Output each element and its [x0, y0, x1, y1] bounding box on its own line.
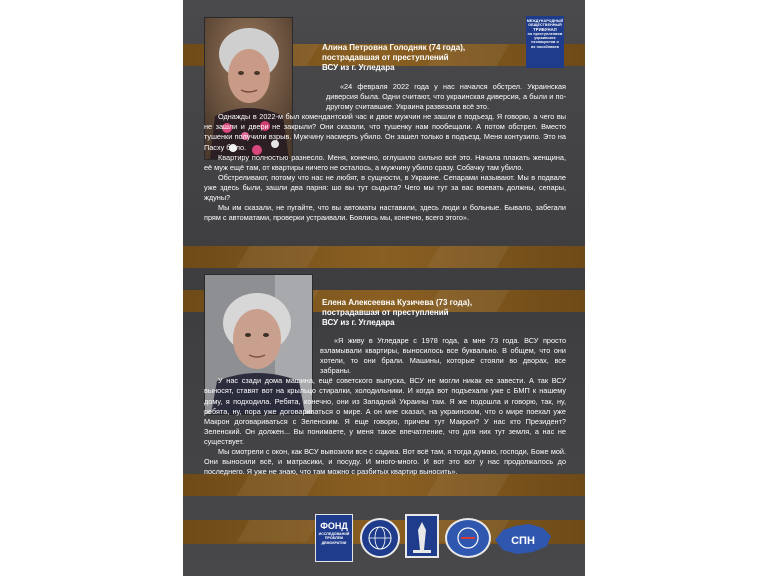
testimony-2-text: [204, 336, 566, 477]
tribunal-logo: МЕЖДУНАРОДНЫЙ ОБЩЕСТВЕННЫЙ ТРИБУНАЛ по преступлениям украинских неонацистов и их пособников: [526, 16, 564, 68]
spn-logo-text: СПН: [511, 535, 535, 547]
testimony-1-heading: Алина Петровна Голодняк (74 года), пострадавшая от преступлений ВСУ из г. Угледара: [322, 43, 466, 72]
fund-logo: ФОНД ИССЛЕДОВАНИЙ ПРОБЛЕМ ДЕМОКРАТИИ: [315, 514, 353, 562]
footer-logos: [183, 508, 585, 576]
round-emblem-icon: [445, 518, 491, 558]
decorative-stripe-2: [183, 246, 585, 268]
testimony-2-paragraph: У нас сзади дома машина, ещё советского выпуска, ВСУ не могли никак ее завести. А так ВСУ выносят, ставят вот на крыльцо стиралки, холодильники. И когда вот подъехали уже с БМП к нашему дому, я подходила. Ребята, конечно, они из Западной Украины там. Я же подошла и говорю, так, ну, ребята, ну, пора уже договариваться о мире. А он мне сказал, на украинском, что о мире поехал уже Макрон договариваться с Зеленским. Я еще говорю, причем тут Макрон? У нас кто Президент? Зеленский. Он должен... Вы понимаете, у меня такое впечатление, что для них тут земля, а нас не существует.: [204, 376, 566, 446]
testimony-2-paragraph: Мы смотрели с окон, как ВСУ вывозили все с садика. Вот всё там, я тогда думаю, господи, Боже мой. Они выносили всё, и матрасики, и посуду. И много-много. И вот это вот у нас продолжалось до последнего. Я уже не знаю, что там можно с разбитых квартир выносить».: [204, 447, 566, 477]
testimony-2-paragraph: «Я живу в Угледаре с 1978 года, а мне 73 года. ВСУ просто взламывали квартиры, выносилось все буквально. В общем, что они хотели, то они брали. Машины, которые стояли во дворах, все забраны.: [320, 336, 566, 376]
monument-emblem-icon: [405, 514, 439, 558]
testimony-1-paragraph: Мы им сказали, не пугайте, что вы автоматы наставили, здесь люди и больные. Бывало, забегали прям с автоматами, проверки устраивали. Боялись мы, конечно, всего этого».: [204, 203, 566, 223]
testimony-1-paragraph: «24 февраля 2022 года у нас начался обстрел. Украинская диверсия была. Одни считают, что украинская диверсия, а были и по-другому считавшие. Украина развязала всё это.: [326, 82, 566, 112]
testimony-2-heading: Елена Алексеевна Кузичева (73 года), пострадавшая от преступлений ВСУ из г. Угледара: [322, 298, 473, 327]
globe-emblem-icon: [360, 518, 400, 558]
testimony-1-paragraph: Обстреливают, потому что нас не любят, в сущности, в Украине. Сепарами называют. Мы в подвале уже здесь были, зашли два парня: шо вы тут сыдыта? Чего мы тут за вас воевать должны, сепары, ждуны?: [204, 172, 566, 203]
poster: [183, 0, 585, 576]
testimony-1-paragraph: Однажды в 2022-м был комендантский час и двое мужчин не зашли в подъезд. Я говорю, а чего вы не зашли и двери не закрыли? Они сказали, что тушенку нам пообещали. А потом обстрел. Вместо тушенки получили взрыв. Мужчину насмерть убило. Он зашел только в подъезд. Меня контузило. Это на Пасху было.: [204, 112, 566, 152]
spn-logo: [493, 520, 553, 558]
testimony-1-text: [204, 82, 566, 223]
testimony-1-paragraph: Квартиру полностью разнесло. Меня, конечно, оглушило сильно всё это. Начала плакать женщина, её муж ещё там, от квартиры ничего не осталось, а мужчину убило сразу. Собачку там убило.: [204, 152, 566, 172]
